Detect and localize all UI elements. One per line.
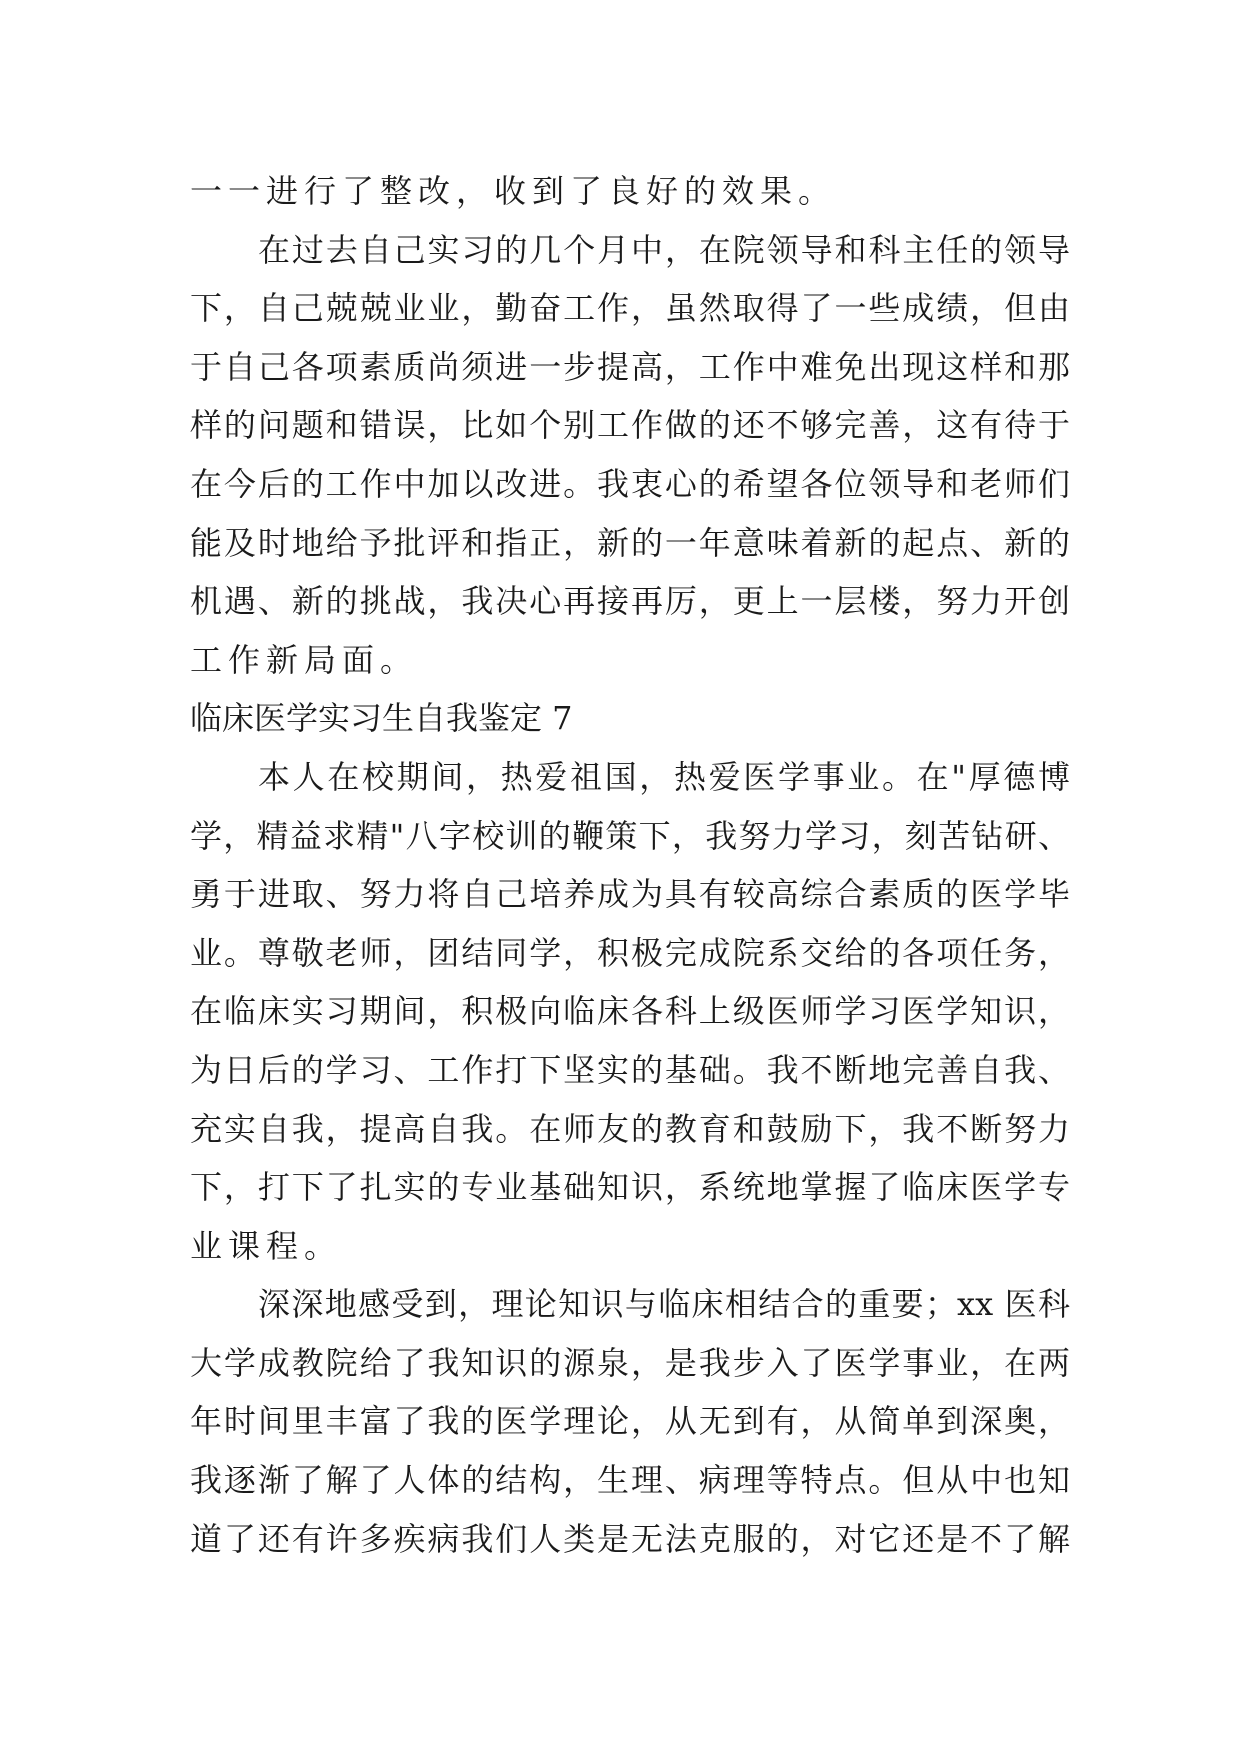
text-line: 业。尊敬老师，团结同学，积极完成院系交给的各项任务， bbox=[190, 933, 1070, 972]
text-line: 能及时地给予批评和指正，新的一年意味着新的起点、新的 bbox=[190, 523, 1070, 562]
text-line: 工作新局面。 bbox=[190, 640, 419, 679]
text-line: 一一进行了整改，收到了良好的效果。 bbox=[190, 172, 837, 210]
text-line: 业课程。 bbox=[190, 1226, 343, 1265]
paragraph-start-line: 深深地感受到，理论知识与临床相结合的重要；xx 医科 bbox=[258, 1285, 1070, 1324]
text-line: 为日后的学习、工作打下坚实的基础。我不断地完善自我、 bbox=[190, 1050, 1070, 1089]
text-line: 机遇、新的挑战，我决心再接再厉，更上一层楼，努力开创 bbox=[190, 582, 1070, 621]
text-line: 充实自我，提高自我。在师友的教育和鼓励下，我不断努力 bbox=[190, 1109, 1070, 1148]
document-body bbox=[190, 162, 1070, 1568]
text-line: 在今后的工作中加以改进。我衷心的希望各位领导和老师们 bbox=[190, 464, 1070, 503]
text-line: 年时间里丰富了我的医学理论，从无到有，从简单到深奥， bbox=[190, 1402, 1070, 1441]
text-line: 学，精益求精"八字校训的鞭策下，我努力学习，刻苦钻研、 bbox=[190, 816, 1070, 855]
text-line: 下，自己兢兢业业，勤奋工作，虽然取得了一些成绩，但由 bbox=[190, 289, 1070, 328]
text-line: 勇于进取、努力将自己培养成为具有较高综合素质的医学毕 bbox=[190, 875, 1070, 914]
text-line: 大学成教院给了我知识的源泉，是我步入了医学事业，在两 bbox=[190, 1343, 1070, 1382]
text-line: 我逐渐了解了人体的结构，生理、病理等特点。但从中也知 bbox=[190, 1461, 1070, 1500]
paragraph-start-line: 本人在校期间，热爱祖国，热爱医学事业。在"厚德博 bbox=[258, 757, 1070, 796]
text-line: 在临床实习期间，积极向临床各科上级医师学习医学知识， bbox=[190, 992, 1070, 1031]
paragraph-start-line: 在过去自己实习的几个月中，在院领导和科主任的领导 bbox=[258, 230, 1070, 269]
section-heading: 临床医学实习生自我鉴定 7 bbox=[190, 699, 573, 738]
text-line: 于自己各项素质尚须进一步提高，工作中难免出现这样和那 bbox=[190, 347, 1070, 386]
text-line: 下，打下了扎实的专业基础知识，系统地掌握了临床医学专 bbox=[190, 1168, 1070, 1207]
text-line: 道了还有许多疾病我们人类是无法克服的，对它还是不了解 bbox=[190, 1519, 1070, 1558]
text-line: 样的问题和错误，比如个别工作做的还不够完善，这有待于 bbox=[190, 406, 1070, 445]
